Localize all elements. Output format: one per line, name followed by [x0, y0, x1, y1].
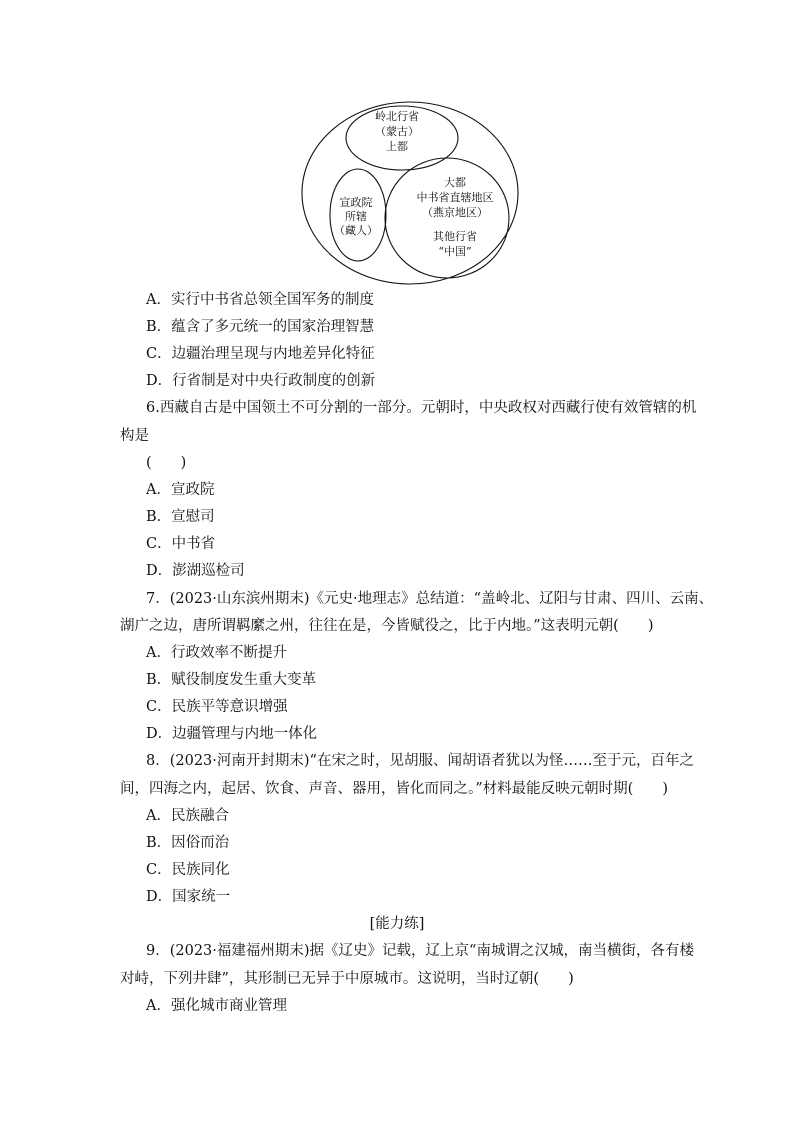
q7-option-c[interactable]: C．民族平等意识增强 [146, 699, 288, 715]
q8-option-b[interactable]: B．因俗而治 [146, 835, 230, 851]
q9-stem-line-1: 9．(2023·福建福州期末)据《辽史》记载，辽上京“南城谓之汉城，南当横街，各有楼 [146, 943, 694, 959]
q7-stem-line-2: 湖广之边，唐所谓羁縻之州，往往在是，今皆赋役之，比于内地。”这表明元朝( ) [120, 618, 654, 634]
territory-diagram [300, 100, 520, 286]
right-circle-line-1: 大都 [444, 176, 466, 189]
right-circle-line-3: （燕京地区） [422, 206, 488, 219]
q5-option-d[interactable]: D．行省制是对中央行政制度的创新 [146, 373, 376, 389]
top-circle-line-1: 岭北行省 [375, 110, 419, 123]
left-circle-line-1: 宣政院 [339, 196, 373, 209]
left-circle-line-2: 所辖 [345, 210, 367, 223]
section-title: [能力练] [369, 916, 425, 932]
q8-stem-line-1: 8．(2023·河南开封期末)“在宋之时，见胡服、闻胡语者犹以为怪……至于元，百年之 [146, 753, 694, 769]
right-circle-line-2: 中书省直辖地区 [416, 191, 494, 204]
top-circle-line-2: （蒙古） [375, 125, 419, 138]
q9-stem-line-2: 对峙，下列井肆”，其形制已无异于中原城市。这说明，当时辽朝( ) [120, 971, 574, 987]
q6-stem-line-1: 6.西藏自古是中国领土不可分割的一部分。元朝时，中央政权对西藏行使有效管辖的机 [146, 400, 697, 416]
top-circle-line-3: 上都 [386, 140, 408, 153]
q8-option-d[interactable]: D．国家统一 [146, 889, 231, 905]
q8-option-c[interactable]: C．民族同化 [146, 862, 230, 878]
q6-answer-paren: ( ) [146, 455, 187, 471]
q9-option-a[interactable]: A．强化城市商业管理 [146, 998, 287, 1014]
q8-option-a[interactable]: A．民族融合 [146, 808, 229, 824]
q6-option-d[interactable]: D．澎湖巡检司 [146, 563, 245, 579]
q6-option-b[interactable]: B．宣慰司 [146, 509, 215, 525]
right-circle-line-4: 其他行省 [433, 230, 477, 243]
q7-option-b[interactable]: B．赋役制度发生重大变革 [146, 672, 317, 688]
q7-option-d[interactable]: D．边疆管理与内地一体化 [146, 726, 318, 742]
q6-stem-line-2: 构是 [120, 428, 149, 444]
q5-option-b[interactable]: B．蕴含了多元统一的国家治理智慧 [146, 319, 375, 335]
q5-option-c[interactable]: C．边疆治理呈现与内地差异化特征 [146, 346, 375, 362]
q7-option-a[interactable]: A．行政效率不断提升 [146, 645, 287, 661]
q5-option-a[interactable]: A．实行中书省总领全国军务的制度 [146, 292, 374, 308]
q7-stem-line-1: 7．(2023·山东滨州期末)《元史·地理志》总结道：“盖岭北、辽阳与甘肃、四川、云南、 [146, 591, 714, 607]
q6-option-a[interactable]: A．宣政院 [146, 482, 215, 498]
left-circle-line-3: （藏人） [334, 224, 378, 237]
right-circle-line-5: “中国” [438, 245, 472, 258]
q8-stem-line-2: 间，四海之内，起居、饮食、声音、器用，皆化而同之。”材料最能反映元朝时期( ) [120, 781, 668, 797]
q6-option-c[interactable]: C．中书省 [146, 536, 216, 552]
